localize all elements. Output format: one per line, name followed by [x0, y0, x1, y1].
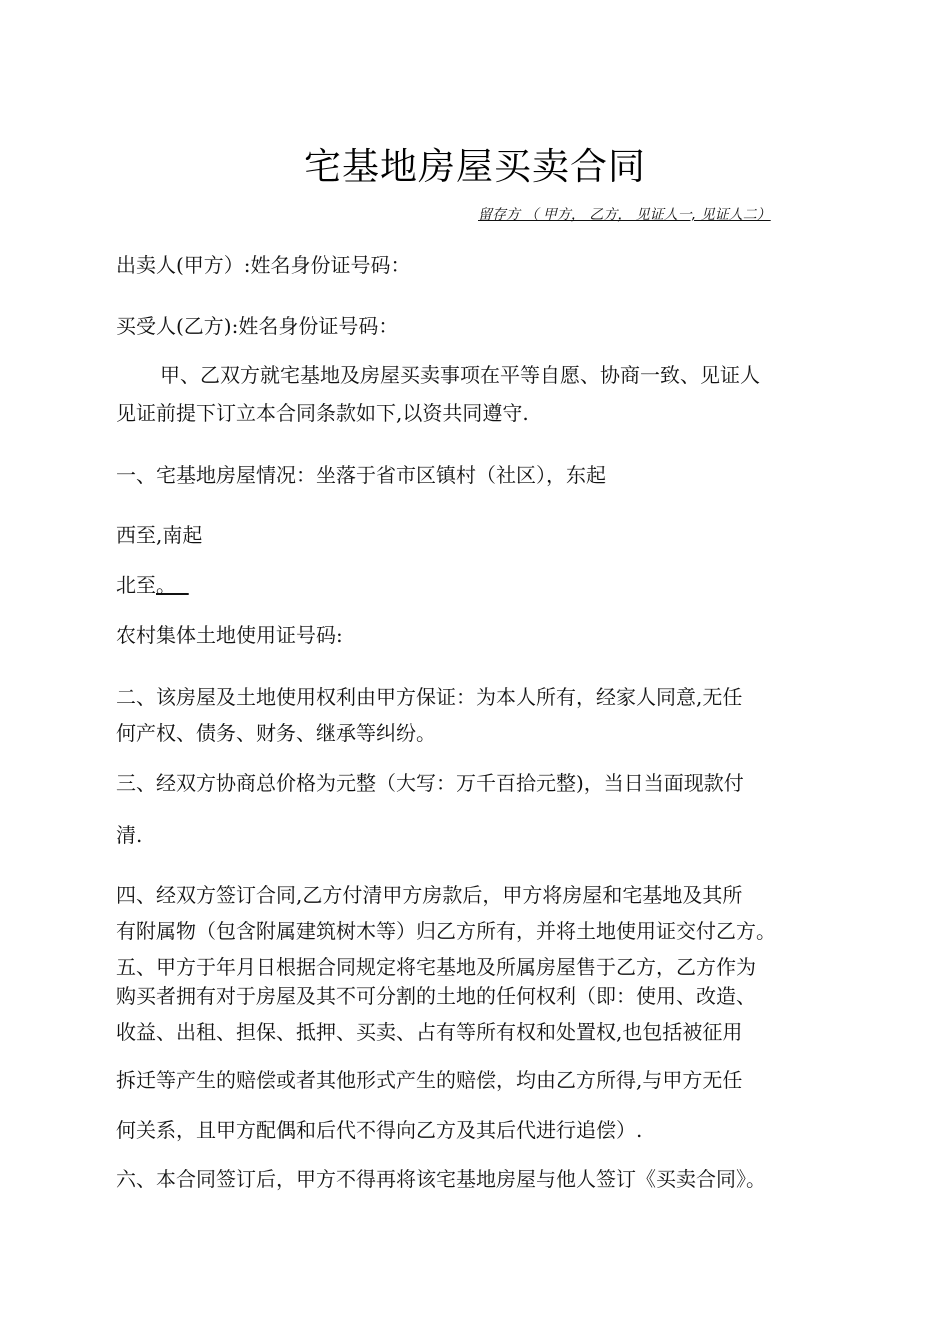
clause-2-line-2: 何产权、债务、财务、继承等纠纷。: [116, 721, 436, 745]
clause-1-line-4: 农村集体土地使用证号码:: [116, 623, 343, 647]
clause-5-line-1: 五、甲方于年月日根据合同规定将宅基地及所属房屋售于乙方，乙方作为: [116, 955, 756, 979]
document-title: 宅基地房屋买卖合同: [304, 145, 646, 188]
copies-note: 留存方 （ 甲方， 乙方， 见证人一, 见证人二）: [478, 207, 771, 223]
clause-3-line-2: 清.: [116, 823, 143, 847]
buyer-line: 买受人(乙方):姓名身份证号码：: [116, 314, 399, 338]
clause-3-line-1: 三、经双方协商总价格为元整（大写：万千百拾元整)，当日当面现款付: [116, 771, 744, 795]
clause-5-line-4: 拆迁等产生的赔偿或者其他形式产生的赔偿，均由乙方所得,与甲方无任: [116, 1068, 743, 1092]
clause-1-line-1: 一、宅基地房屋情况：坐落于省市区镇村（社区），东起: [116, 463, 606, 487]
clause-5-line-5: 何关系，且甲方配偶和后代不得向乙方及其后代进行追偿）.: [116, 1118, 643, 1142]
clause-1-line-3: [116, 569, 189, 598]
clause-5-line-3: 收益、出租、担保、抵押、买卖、占有等所有权和处置权,也包括被征用: [116, 1020, 743, 1044]
clause-2-line-1: 二、该房屋及土地使用权利由甲方保证：为本人所有，经家人同意,无任: [116, 685, 743, 709]
clause-5-line-2: 购买者拥有对于房屋及其不可分割的土地的任何权利（即：使用、改造、: [116, 984, 756, 1008]
clause-4-line-1: 四、经双方签订合同,乙方付清甲方房款后，甲方将房屋和宅基地及其所: [116, 883, 743, 907]
intro-line-1: 甲、乙双方就宅基地及房屋买卖事项在平等自愿、协商一致、见证人: [160, 363, 760, 387]
clause-1-line-2: 西至,南起: [116, 523, 203, 547]
clause-6-line-1: 六、本合同签订后，甲方不得再将该宅基地房屋与他人签订《买卖合同》。: [116, 1167, 766, 1191]
seller-line: 出卖人(甲方）:姓名身份证号码：: [116, 253, 411, 277]
clause-1-line-3-text: 北至: [116, 573, 156, 597]
clause-4-line-2: 有附属物（包含附属建筑树木等）归乙方所有，并将土地使用证交付乙方。: [116, 919, 776, 943]
intro-line-2: 见证前提下订立本合同条款如下,以资共同遵守.: [116, 401, 529, 425]
underlined-blank: 。: [156, 573, 176, 597]
